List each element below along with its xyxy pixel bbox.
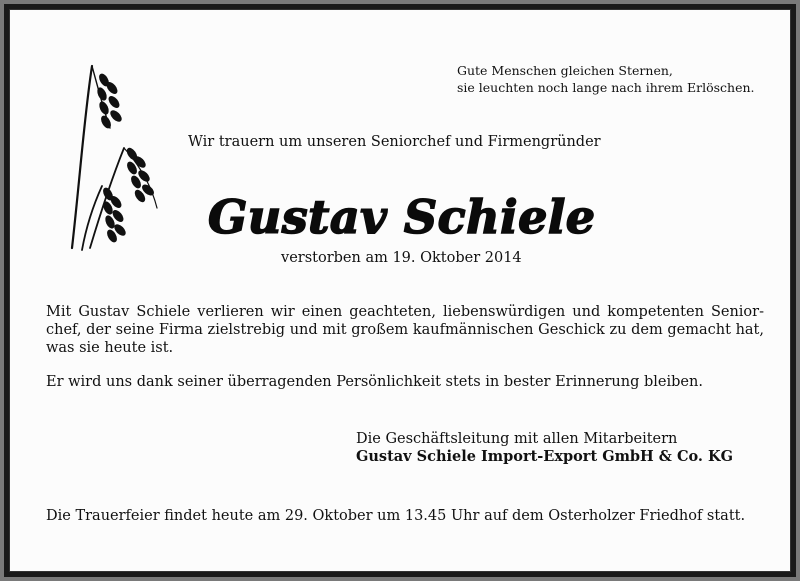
- signature-block: [356, 430, 733, 466]
- death-date: verstorben am 19. Oktober 2014: [281, 250, 522, 266]
- deceased-name: Gustav Schiele: [208, 190, 596, 244]
- quote-line-1: Gute Menschen gleichen Sternen,: [457, 63, 673, 78]
- funeral-notice: Die Trauerfeier findet heute am 29. Oktober um 13.45 Uhr auf dem Osterholzer Friedhof statt.: [46, 508, 746, 524]
- signature-line: Die Geschäftsleitung mit allen Mitarbeitern: [356, 431, 678, 447]
- mourning-line: Wir trauern um unseren Seniorchef und Firmengründer: [188, 134, 601, 150]
- wheat-ears-icon: [62, 58, 172, 258]
- quote-line-2: sie leuchten noch lange nach ihrem Erlöschen.: [457, 80, 755, 95]
- obituary-notice: [9, 9, 791, 572]
- outer-frame: [4, 4, 796, 577]
- memorial-quote: [457, 62, 755, 96]
- tribute-paragraph: Mit Gustav Schiele verlieren wir einen geachteten, liebenswürdigen und kompetenten Senior-chef, der seine Firma zielstrebig und mit großem kaufmännischen Geschick zu dem gemacht hat, was sie heute ist.: [46, 304, 764, 356]
- remembrance-paragraph: Er wird uns dank seiner überragenden Persönlichkeit stets in bester Erinnerung bleiben.: [46, 374, 703, 390]
- company-name: Gustav Schiele Import-Export GmbH & Co. KG: [356, 448, 733, 465]
